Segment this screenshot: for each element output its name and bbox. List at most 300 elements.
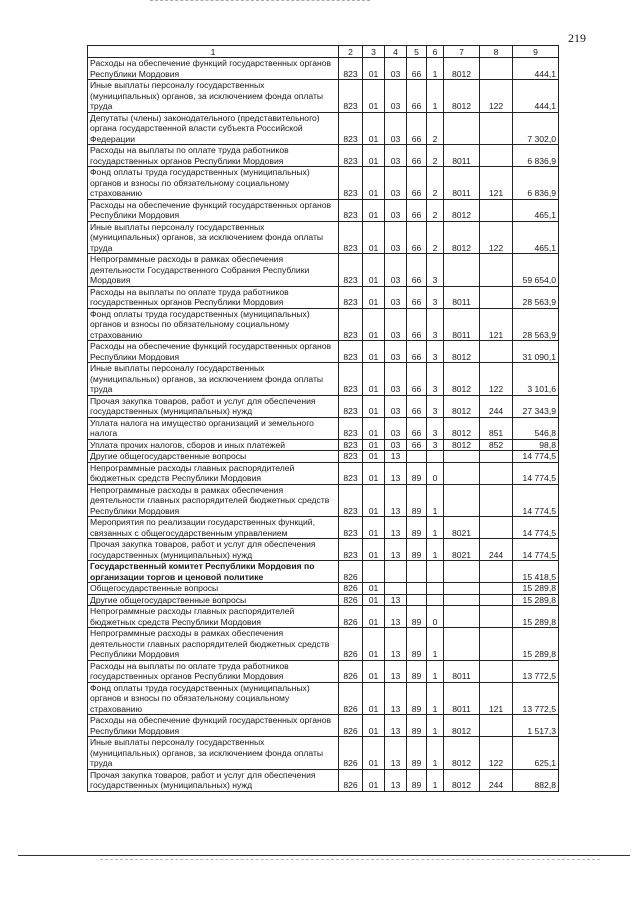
row-code-3: 01 [363,167,385,200]
row-code-7: 8012 [444,417,480,439]
header-col-8: 8 [480,46,513,58]
header-col-3: 3 [363,46,385,58]
row-code-8 [480,145,513,167]
table-row [88,561,559,583]
row-code-2: 823 [339,341,363,363]
row-code-2: 826 [339,628,363,661]
table-row [88,221,559,254]
row-code-4: 13 [385,539,407,561]
row-label: Иные выплаты персоналу государственных (муниципальных) органов, за исключением фонда оплаты труда [88,80,339,113]
table-row [88,439,559,451]
row-amount: 13 772,5 [513,682,559,715]
row-code-2: 823 [339,80,363,113]
row-label: Иные выплаты персоналу государственных (муниципальных) органов, за исключением фонда оплаты труда [88,737,339,770]
row-code-4: 03 [385,308,407,341]
row-code-4: 13 [385,451,407,463]
table-row [88,715,559,737]
row-code-2: 823 [339,199,363,221]
row-code-6: 1 [427,660,444,682]
row-code-2: 823 [339,221,363,254]
row-code-3: 01 [363,451,385,463]
header-col-2: 2 [339,46,363,58]
row-code-7 [444,606,480,628]
row-code-5 [407,594,427,606]
table-row [88,254,559,287]
row-code-2: 826 [339,606,363,628]
row-code-2: 823 [339,451,363,463]
scan-top-mark [150,0,370,4]
row-code-7: 8012 [444,221,480,254]
row-code-2: 823 [339,439,363,451]
row-code-8: 121 [480,167,513,200]
row-code-7: 8011 [444,682,480,715]
row-amount: 31 090,1 [513,341,559,363]
table-row [88,167,559,200]
row-code-3: 01 [363,286,385,308]
row-code-7: 8012 [444,715,480,737]
table-row [88,660,559,682]
row-code-4: 03 [385,341,407,363]
table-row [88,341,559,363]
row-label: Расходы на выплаты по оплате труда работников государственных органов Республики Мордовия [88,660,339,682]
row-code-7: 8011 [444,308,480,341]
row-amount: 14 774,5 [513,462,559,484]
row-code-6 [427,451,444,463]
row-code-5: 66 [407,80,427,113]
row-label: Уплата прочих налогов, сборов и иных платежей [88,439,339,451]
row-code-8 [480,606,513,628]
row-code-6: 1 [427,628,444,661]
row-code-8 [480,484,513,517]
row-amount: 14 774,5 [513,517,559,539]
row-code-8: 121 [480,308,513,341]
row-code-3: 01 [363,517,385,539]
row-code-4 [385,561,407,583]
row-label: Общегосударственные вопросы [88,583,339,595]
row-code-5: 66 [407,395,427,417]
table-row [88,308,559,341]
row-label: Расходы на выплаты по оплате труда работников государственных органов Республики Мордовия [88,286,339,308]
row-code-6: 3 [427,395,444,417]
row-code-3: 01 [363,737,385,770]
row-code-7: 8011 [444,145,480,167]
row-code-4: 13 [385,517,407,539]
row-code-7: 8012 [444,737,480,770]
row-code-5: 66 [407,167,427,200]
row-code-4: 03 [385,112,407,145]
row-code-3: 01 [363,80,385,113]
table-row [88,286,559,308]
row-code-3: 01 [363,462,385,484]
row-code-7: 8011 [444,167,480,200]
row-code-4: 13 [385,682,407,715]
row-code-2: 826 [339,594,363,606]
row-amount: 98,8 [513,439,559,451]
row-code-3: 01 [363,628,385,661]
row-code-7: 8011 [444,286,480,308]
row-code-6: 2 [427,145,444,167]
row-amount: 882,8 [513,769,559,791]
row-code-6: 1 [427,769,444,791]
row-label: Другие общегосударственные вопросы [88,594,339,606]
row-code-6: 1 [427,715,444,737]
row-code-5: 66 [407,112,427,145]
table-row [88,199,559,221]
row-code-6 [427,561,444,583]
row-code-6 [427,583,444,595]
row-code-2: 823 [339,539,363,561]
table-row [88,594,559,606]
row-label: Иные выплаты персоналу государственных (муниципальных) органов, за исключением фонда оплаты труда [88,221,339,254]
row-code-8 [480,517,513,539]
row-code-5: 89 [407,682,427,715]
row-label: Уплата налога на имущество организаций и земельного налога [88,417,339,439]
row-code-4: 13 [385,660,407,682]
row-code-2: 823 [339,308,363,341]
row-label: Расходы на обеспечение функций государственных органов Республики Мордовия [88,715,339,737]
row-code-2: 823 [339,395,363,417]
row-code-4: 13 [385,462,407,484]
header-col-5: 5 [407,46,427,58]
row-code-7 [444,561,480,583]
row-code-4: 03 [385,254,407,287]
table-row [88,517,559,539]
row-code-7: 8012 [444,58,480,80]
header-col-6: 6 [427,46,444,58]
row-code-4: 13 [385,715,407,737]
row-code-7: 8021 [444,539,480,561]
row-code-8 [480,451,513,463]
row-code-5: 66 [407,199,427,221]
row-code-5 [407,451,427,463]
scan-bottom-mark [100,859,600,860]
row-code-8 [480,341,513,363]
row-code-2: 826 [339,715,363,737]
row-code-8 [480,715,513,737]
table-row [88,539,559,561]
row-label: Другие общегосударственные вопросы [88,451,339,463]
row-code-8: 852 [480,439,513,451]
row-code-8: 244 [480,395,513,417]
row-label: Прочая закупка товаров, работ и услуг для обеспечения государственных (муниципальных) нужд [88,539,339,561]
row-code-5: 89 [407,606,427,628]
row-amount: 28 563,9 [513,286,559,308]
table-row [88,451,559,463]
row-code-6: 0 [427,462,444,484]
row-amount: 465,1 [513,221,559,254]
row-label: Фонд оплаты труда государственных (муниципальных) органов и взносы по обязательному социальному страхованию [88,167,339,200]
row-code-3: 01 [363,341,385,363]
row-label: Непрограммные расходы в рамках обеспечения деятельности Государственного Собрания Республики Мордовия [88,254,339,287]
table-row [88,462,559,484]
row-label: Депутаты (члены) законодательного (представительного) органа государственной власти субъекта Российской Федерации [88,112,339,145]
row-code-6 [427,594,444,606]
row-code-4: 03 [385,80,407,113]
row-code-2: 826 [339,583,363,595]
table-row [88,363,559,396]
row-amount: 625,1 [513,737,559,770]
row-label: Расходы на обеспечение функций государственных органов Республики Мордовия [88,58,339,80]
row-code-2: 826 [339,769,363,791]
page-bottom-line [18,855,630,856]
row-code-4: 03 [385,439,407,451]
row-code-5 [407,561,427,583]
row-code-5: 89 [407,660,427,682]
row-code-8 [480,286,513,308]
row-code-3: 01 [363,439,385,451]
header-col-4: 4 [385,46,407,58]
row-code-7 [444,451,480,463]
row-label: Иные выплаты персоналу государственных (муниципальных) органов, за исключением фонда оплаты труда [88,363,339,396]
row-code-8: 122 [480,737,513,770]
row-code-5: 89 [407,715,427,737]
row-code-4: 13 [385,769,407,791]
row-code-3: 01 [363,539,385,561]
row-amount: 7 302,0 [513,112,559,145]
row-code-2: 823 [339,484,363,517]
row-code-8 [480,254,513,287]
row-code-7: 8012 [444,439,480,451]
row-code-7: 8011 [444,660,480,682]
row-code-2: 823 [339,363,363,396]
row-code-5: 66 [407,308,427,341]
row-code-8: 122 [480,221,513,254]
row-code-8 [480,660,513,682]
row-code-3: 01 [363,606,385,628]
table-row [88,58,559,80]
row-code-6: 1 [427,517,444,539]
row-code-4: 03 [385,363,407,396]
row-code-4: 03 [385,167,407,200]
row-code-6: 1 [427,737,444,770]
row-amount: 15 418,5 [513,561,559,583]
row-code-8: 244 [480,769,513,791]
row-code-7 [444,254,480,287]
table-row [88,606,559,628]
row-code-5: 66 [407,221,427,254]
row-code-2: 823 [339,167,363,200]
row-code-5: 89 [407,484,427,517]
row-amount: 14 774,5 [513,451,559,463]
row-code-5: 66 [407,145,427,167]
row-code-3: 01 [363,363,385,396]
row-code-4: 03 [385,58,407,80]
row-label: Прочая закупка товаров, работ и услуг для обеспечения государственных (муниципальных) нужд [88,395,339,417]
row-code-2: 826 [339,682,363,715]
row-code-5: 66 [407,439,427,451]
row-code-2: 826 [339,660,363,682]
row-code-4: 13 [385,484,407,517]
row-code-8 [480,561,513,583]
row-amount: 6 836,9 [513,167,559,200]
row-code-6: 3 [427,341,444,363]
row-amount: 465,1 [513,199,559,221]
row-code-3: 01 [363,484,385,517]
table-row [88,112,559,145]
budget-table [87,45,559,792]
row-code-2: 823 [339,58,363,80]
row-code-2: 826 [339,561,363,583]
row-code-7 [444,112,480,145]
row-code-3: 01 [363,395,385,417]
row-code-6: 3 [427,308,444,341]
row-code-7: 8021 [444,517,480,539]
table-row [88,769,559,791]
row-code-6: 1 [427,682,444,715]
table-row [88,417,559,439]
row-code-7: 8012 [444,769,480,791]
row-label: Государственный комитет Республики Мордовия по организации торгов и ценовой политике [88,561,339,583]
row-code-5: 66 [407,341,427,363]
row-code-4 [385,583,407,595]
row-amount: 27 343,9 [513,395,559,417]
row-code-6: 2 [427,221,444,254]
row-code-3: 01 [363,715,385,737]
row-code-4: 03 [385,145,407,167]
table-row [88,484,559,517]
row-code-6: 2 [427,112,444,145]
table-row [88,682,559,715]
row-code-7 [444,628,480,661]
row-code-6: 2 [427,199,444,221]
row-code-8: 244 [480,539,513,561]
row-code-8: 122 [480,80,513,113]
row-code-2: 823 [339,286,363,308]
row-label: Фонд оплаты труда государственных (муниципальных) органов и взносы по обязательному социальному страхованию [88,682,339,715]
row-code-8 [480,58,513,80]
row-label: Непрограммные расходы главных распорядителей бюджетных средств Республики Мордовия [88,606,339,628]
row-amount: 444,1 [513,58,559,80]
row-code-5: 89 [407,628,427,661]
row-label: Расходы на обеспечение функций государственных органов Республики Мордовия [88,199,339,221]
row-code-3: 01 [363,417,385,439]
row-code-7 [444,484,480,517]
row-amount: 1 517,3 [513,715,559,737]
row-code-3: 01 [363,660,385,682]
row-amount: 14 774,5 [513,539,559,561]
row-amount: 6 836,9 [513,145,559,167]
row-code-8 [480,583,513,595]
row-code-5: 66 [407,363,427,396]
row-code-7: 8012 [444,80,480,113]
row-code-7: 8012 [444,395,480,417]
row-code-3: 01 [363,594,385,606]
row-code-8: 122 [480,363,513,396]
row-label: Мероприятия по реализации государственных функций, связанных с общегосударственным управлением [88,517,339,539]
row-code-5: 66 [407,58,427,80]
row-label: Прочая закупка товаров, работ и услуг для обеспечения государственных (муниципальных) нужд [88,769,339,791]
row-code-2: 823 [339,254,363,287]
table-body [88,58,559,792]
row-code-5: 89 [407,737,427,770]
row-code-4: 03 [385,286,407,308]
table-row [88,395,559,417]
row-code-3: 01 [363,199,385,221]
row-amount: 13 772,5 [513,660,559,682]
table-row [88,737,559,770]
header-col-9: 9 [513,46,559,58]
row-code-2: 823 [339,145,363,167]
row-code-3: 01 [363,583,385,595]
row-code-6: 3 [427,363,444,396]
row-code-3: 01 [363,58,385,80]
row-code-8 [480,199,513,221]
row-code-7 [444,583,480,595]
row-label: Расходы на выплаты по оплате труда работников государственных органов Республики Мордовия [88,145,339,167]
row-code-3: 01 [363,769,385,791]
row-amount: 28 563,9 [513,308,559,341]
page-number: 219 [568,31,586,45]
row-code-4: 13 [385,594,407,606]
row-code-7: 8012 [444,199,480,221]
row-code-4: 13 [385,628,407,661]
row-amount: 546,8 [513,417,559,439]
row-code-6: 3 [427,286,444,308]
row-code-6: 3 [427,439,444,451]
header-col-7: 7 [444,46,480,58]
row-code-6: 1 [427,58,444,80]
row-code-6: 3 [427,254,444,287]
row-code-4: 03 [385,395,407,417]
row-code-5: 66 [407,417,427,439]
row-amount: 15 289,8 [513,606,559,628]
row-code-4: 03 [385,417,407,439]
row-code-3: 01 [363,254,385,287]
row-code-4: 13 [385,737,407,770]
row-amount: 15 289,8 [513,583,559,595]
row-code-6: 1 [427,80,444,113]
row-code-4: 03 [385,199,407,221]
row-code-3: 01 [363,145,385,167]
row-code-8 [480,628,513,661]
row-code-8: 121 [480,682,513,715]
row-code-5: 89 [407,769,427,791]
header-col-1: 1 [88,46,339,58]
table-row [88,583,559,595]
row-code-7: 8012 [444,363,480,396]
row-amount: 14 774,5 [513,484,559,517]
row-code-2: 823 [339,462,363,484]
row-code-4: 13 [385,606,407,628]
row-code-3: 01 [363,221,385,254]
row-code-2: 823 [339,417,363,439]
row-amount: 59 654,0 [513,254,559,287]
row-code-2: 826 [339,737,363,770]
row-code-3 [363,561,385,583]
row-amount: 444,1 [513,80,559,113]
row-label: Непрограммные расходы главных распорядителей бюджетных средств Республики Мордовия [88,462,339,484]
row-label: Фонд оплаты труда государственных (муниципальных) органов и взносы по обязательному социальному страхованию [88,308,339,341]
row-code-6: 1 [427,484,444,517]
row-code-5: 89 [407,517,427,539]
row-code-6: 1 [427,539,444,561]
row-code-2: 823 [339,517,363,539]
row-code-7: 8012 [444,341,480,363]
row-amount: 3 101,6 [513,363,559,396]
row-code-5: 89 [407,462,427,484]
row-label: Непрограммные расходы в рамках обеспечения деятельности главных распорядителей бюджетных средств Республики Мордовия [88,484,339,517]
row-code-6: 3 [427,417,444,439]
row-code-5: 66 [407,254,427,287]
row-code-7 [444,594,480,606]
row-code-3: 01 [363,308,385,341]
table-row [88,80,559,113]
table-header-row [88,46,559,58]
row-label: Непрограммные расходы в рамках обеспечения деятельности главных распорядителей бюджетных средств Республики Мордовия [88,628,339,661]
row-code-8: 851 [480,417,513,439]
row-code-6: 0 [427,606,444,628]
row-amount: 15 289,8 [513,628,559,661]
